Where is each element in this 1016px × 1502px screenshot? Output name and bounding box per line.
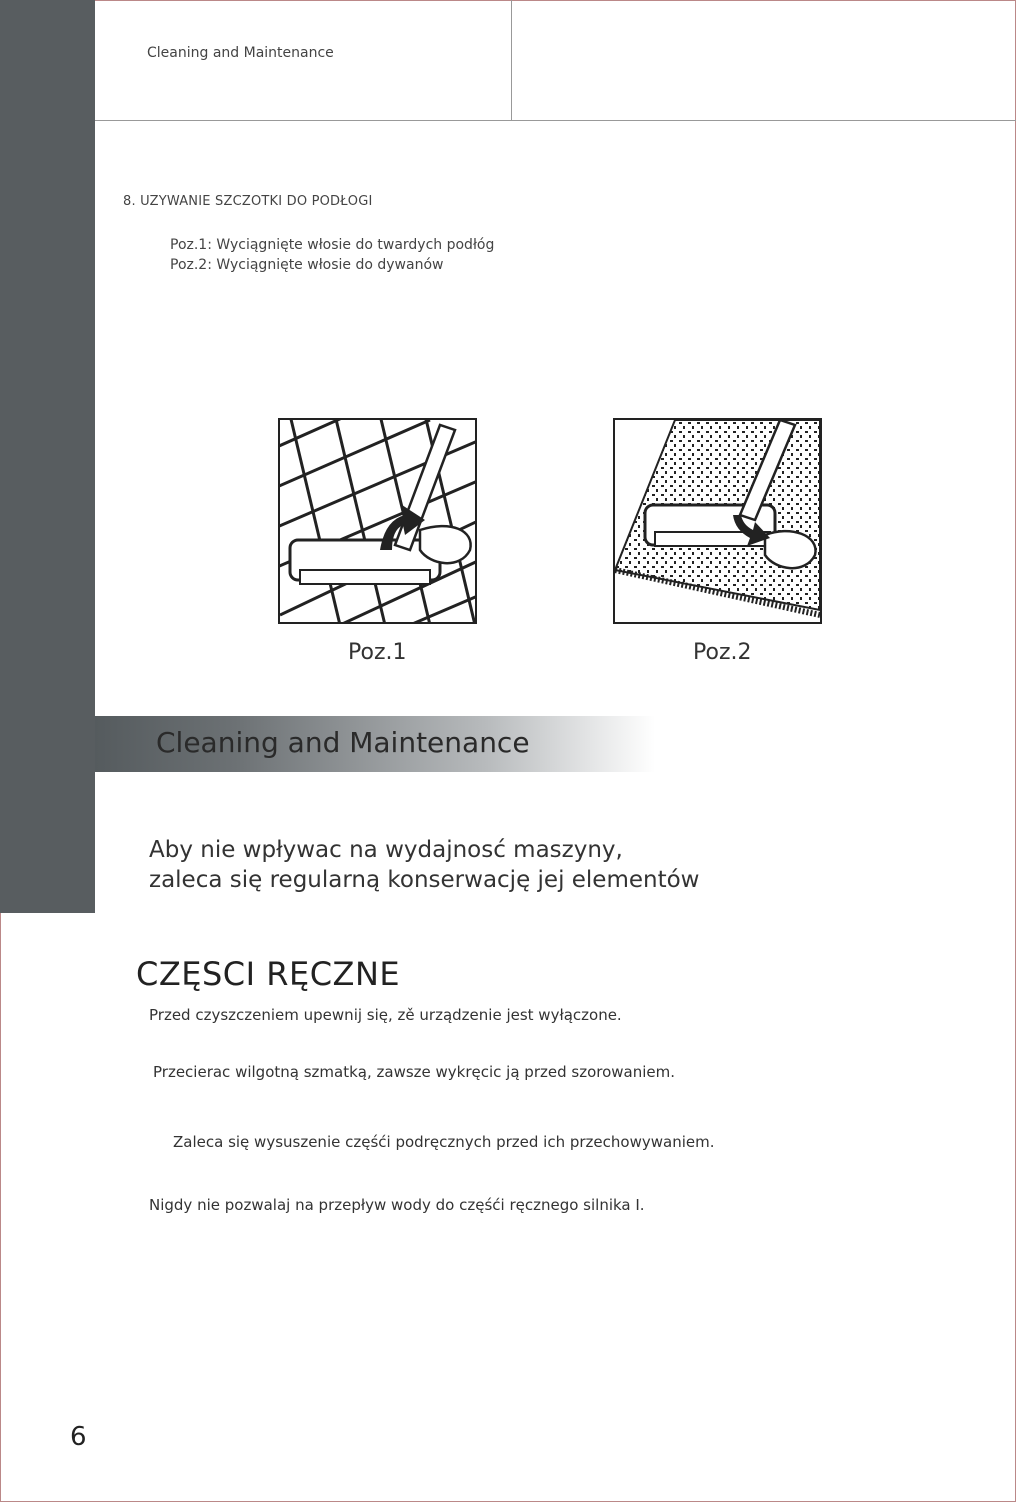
carpet-brush-illustration bbox=[613, 418, 822, 624]
header-divider bbox=[511, 0, 512, 120]
hard-floor-svg bbox=[280, 420, 475, 622]
paragraph-2: Przecierac wilgotną szmatką, zawsze wykręcic ją przed szorowaniem. bbox=[153, 1063, 676, 1081]
parts-heading: CZĘSCI RĘCZNE bbox=[136, 955, 401, 993]
figure-2-caption: Poz.2 bbox=[693, 640, 752, 665]
header-title: Cleaning and Maintenance bbox=[147, 45, 334, 61]
intro-line-1: Aby nie wpływac na wydajnosć maszyny, bbox=[149, 837, 623, 863]
page-number: 6 bbox=[70, 1422, 87, 1452]
figure-1-caption: Poz.1 bbox=[348, 640, 407, 665]
banner-title: Cleaning and Maintenance bbox=[156, 726, 530, 759]
position-1-text: Poz.1: Wyciągnięte włosie do twardych podłóg bbox=[170, 237, 495, 253]
paragraph-1: Przed czyszczeniem upewnij się, zě urządzenie jest wyłączone. bbox=[149, 1006, 622, 1024]
position-2-text: Poz.2: Wyciągnięte włosie do dywanów bbox=[170, 257, 444, 273]
side-bar bbox=[0, 0, 95, 913]
paragraph-3: Zaleca się wysuszenie częśći podręcznych przed ich przechowywaniem. bbox=[173, 1133, 715, 1151]
intro-line-2: zaleca się regularną konserwację jej elementów bbox=[149, 867, 700, 893]
intro-text bbox=[149, 835, 700, 895]
hard-floor-brush-illustration bbox=[278, 418, 477, 624]
paragraph-4: Nigdy nie pozwalaj na przepływ wody do częśći ręcznego silnika I. bbox=[149, 1196, 645, 1214]
section-title: 8. UZYWANIE SZCZOTKI DO PODŁOGI bbox=[123, 194, 373, 209]
carpet-svg bbox=[615, 420, 820, 622]
